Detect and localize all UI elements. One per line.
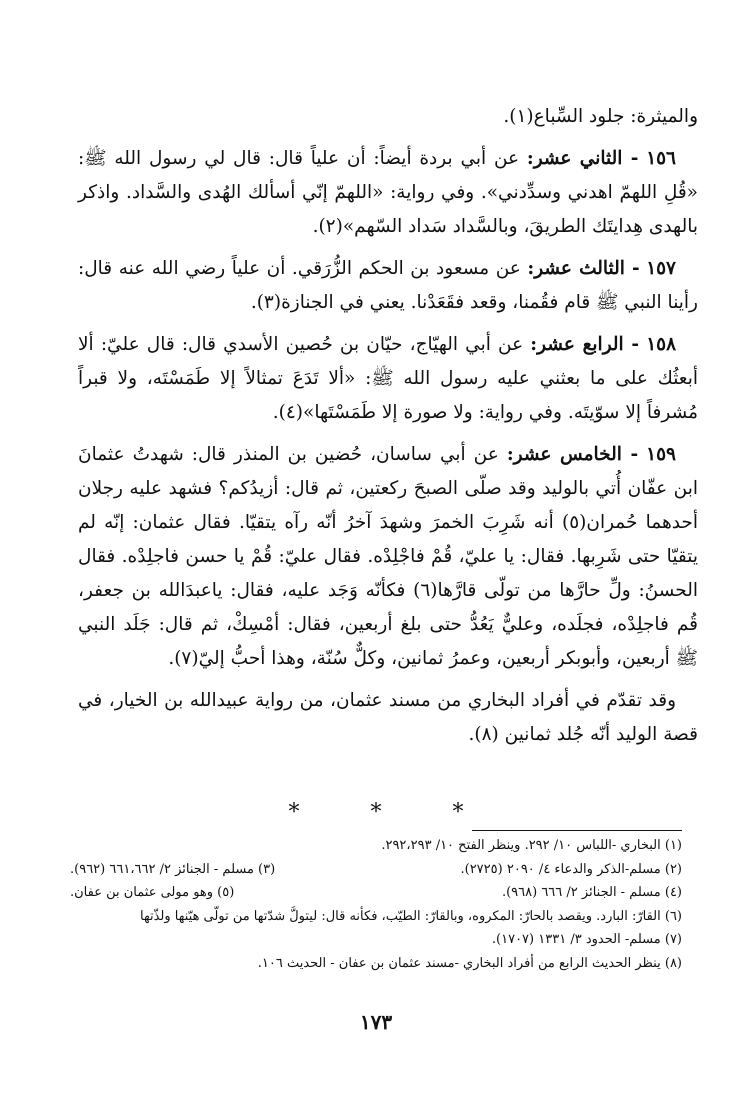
hadith-number: ١٥٩ — [646, 444, 676, 465]
hadith-number: ١٥٨ — [646, 334, 677, 355]
footnote-1: (١) البخاري -اللباس ١٠/ ٢٩٢. وينظر الفتح ١٠/ ٢٩٢،٢٩٣. — [381, 838, 682, 853]
footnote-divider — [472, 830, 682, 831]
footnote-3: (٣) مسلم - الجنائز ٢/ ٦٦١،٦٦٢ (٩٦٢). — [70, 861, 276, 877]
hadith-number: ١٥٧ — [646, 258, 676, 279]
separator-star: * — [452, 800, 464, 825]
section-separator — [0, 800, 752, 825]
hadith-159 — [78, 438, 698, 676]
hadith-text: عن مسعود بن الحكم الزُّرَقي. أن علياً رضي الله عنه قال: رأينا النبي ﷺ قام فقُمنا، وقعد فقَعَدْنا. يعني في الجنازة(٣). — [78, 258, 698, 313]
paragraph-intro-text: والميثرة: جلود السِّباع(١). — [503, 106, 698, 127]
page-number: ١٧٣ — [359, 1010, 393, 1034]
hadith-text: عن أبي الهيّاج، حيّان بن حُصين الأسدي قال: قال عليّ: ألا أبعثُك على ما بعثني عليه رسول الله ﷺ: «ألا تَدَعَ تمثالاً إلا طَمَسْتَه، ولا قبراً مُشرفاً إلا سوّيتَه. وفي رواية: ولا صورة إلا طَمَسْتَها»(٤). — [78, 334, 698, 423]
main-text — [78, 100, 698, 760]
footnote-6: (٦) القارّ: البارد. ويقصد بالحارّ: المكروه، وبالقارّ: الطيّب، فكأنه قال: ليتولَّ شدّتها من تولّى هيّنها ولذّتها — [140, 908, 682, 924]
hadith-text: عن أبي ساسان، حُضين بن المنذر قال: شهدتُ عثمانَ ابن عفّان أُتي بالوليد وقد صلّى الصبحَ ركعتين، ثم قال: أزيدُكم؟ فشهد عليه رجلان أحدهما حُمران(٥) أنه شَرِبَ الخمرَ وشهدَ آخرُ أنّه رآه يتقيّا. فقال عثمان: إنّه لم يتقيّا حتى شَرِبها. فقال: يا عليّ، قُمْ فاجْلِدْه. فقال عليّ: قُمْ يا حسن فاجلِدْه. فقال الحسنُ: ولِّ حارَّها من تولّى قارَّها(٦) فكأنّه وَجَد عليه، فقال: ياعبدَالله بن جعفر، قُم فاجلِدْه، فجلَده، وعليٌّ يَعُدُّ حتى بلغ أربعين، فقال: أمْسِكْ، ثم قال: جَلَد النبي ﷺ أربعين، وأبوبكر أربعين، وعمرُ ثمانين، وكلٌّ سُنّة، وهذا أحبُّ إليّ(٧). — [78, 444, 698, 669]
footnote-4: (٤) مسلم - الجنائز ٢/ ٦٦٦ (٩٦٨). — [501, 885, 682, 900]
hadith-heading: - الخامس عشر: — [506, 444, 639, 465]
hadith-157 — [78, 252, 698, 320]
paragraph-closing — [78, 684, 698, 752]
paragraph-intro — [78, 100, 698, 134]
hadith-heading: - الرابع عشر: — [530, 334, 640, 355]
footnote-5: (٥) وهو مولى عثمان بن عفان. — [70, 885, 235, 900]
separator-star: * — [288, 800, 300, 825]
footnote-2: (٢) مسلم-الذكر والدعاء ٤/ ٢٠٩٠ (٢٧٢٥). — [460, 861, 682, 877]
hadith-number: ١٥٦ — [646, 148, 676, 169]
separator-star: * — [370, 800, 382, 825]
hadith-156 — [78, 142, 698, 244]
hadith-158 — [78, 328, 698, 430]
hadith-heading: - الثالث عشر: — [527, 258, 640, 279]
footnote-8: (٨) ينظر الحديث الرابع من أفراد البخاري -مسند عثمان بن عفان - الحديث ١٠٦. — [257, 955, 682, 971]
paragraph-closing-text: وقد تقدّم في أفراد البخاري من مسند عثمان، من رواية عبيدالله بن الخيار، في قصة الوليد أنّه جُلد ثمانين (٨). — [78, 690, 698, 745]
footnote-7: (٧) مسلم- الحدود ٣/ ١٣٣١ (١٧٠٧). — [491, 932, 682, 947]
footnotes — [70, 834, 682, 975]
hadith-text: عن أبي بردة أيضاً: أن علياً قال: قال لي رسول الله ﷺ: «قُلِ اللهمّ اهدني وسدِّدني». وفي رواية: «اللهمّ إنّي أسألك الهُدى والسَّداد. واذكر بالهدى هِدايتَك الطريقَ، وبالسَّداد سَداد السّهم»(٢). — [78, 148, 698, 237]
hadith-heading: - الثاني عشر: — [526, 148, 639, 169]
